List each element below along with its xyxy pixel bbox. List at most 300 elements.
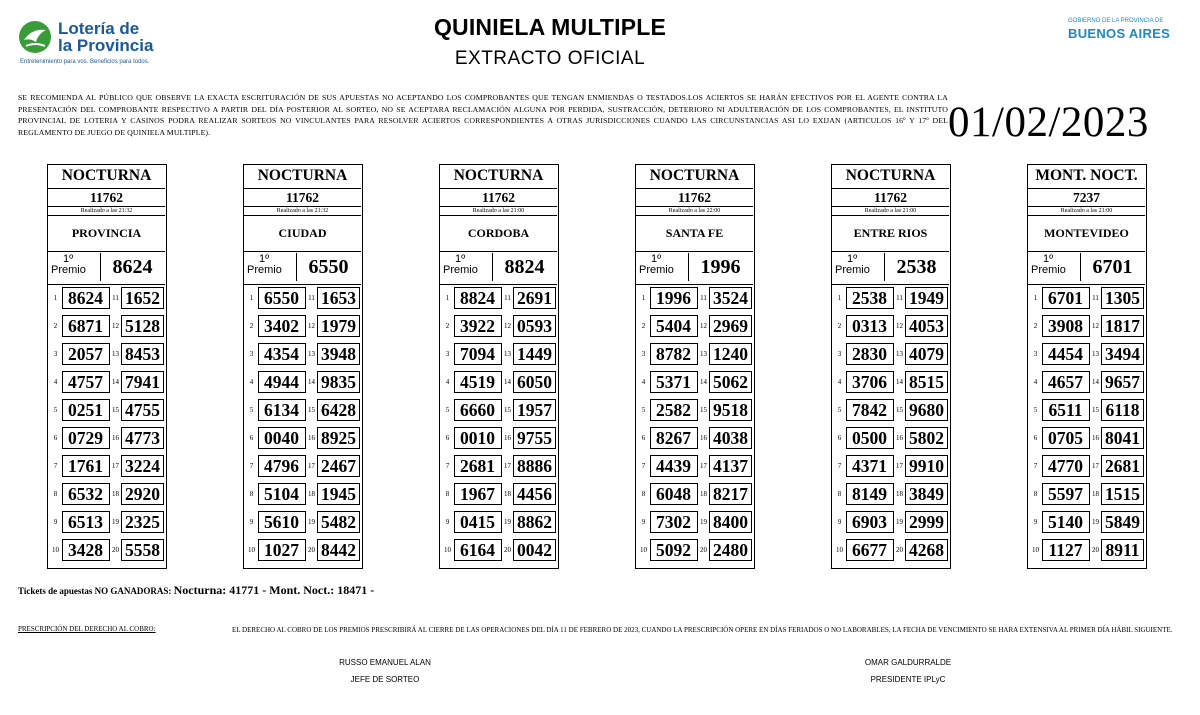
result-row bbox=[1028, 508, 1145, 536]
draw-name: NOCTURNA bbox=[649, 167, 740, 184]
result-position: 2 bbox=[837, 322, 842, 330]
result-number: 6550 bbox=[264, 288, 299, 308]
result-number: 5128 bbox=[125, 316, 160, 336]
result-number: 8824 bbox=[460, 288, 495, 308]
result-row bbox=[1028, 424, 1145, 452]
result-number: 2920 bbox=[125, 484, 160, 504]
draw-time: Realizado a las 21:32 bbox=[244, 206, 361, 216]
result-position: 20 bbox=[1092, 546, 1099, 554]
result-position: 4 bbox=[837, 378, 842, 386]
result-position: 3 bbox=[837, 350, 842, 358]
result-number: 3908 bbox=[1048, 316, 1083, 336]
result-number: 1515 bbox=[1105, 484, 1140, 504]
result-row bbox=[636, 312, 753, 340]
result-number: 4657 bbox=[1048, 372, 1083, 392]
first-prize-word: Premio bbox=[51, 264, 86, 276]
result-row bbox=[244, 312, 361, 340]
prescription-label: PRESCRIPCIÓN DEL DERECHO AL COBRO: bbox=[18, 625, 156, 633]
first-prize-number: 6550 bbox=[296, 253, 360, 281]
result-number: 5849 bbox=[1105, 512, 1140, 532]
result-number: 1652 bbox=[125, 288, 160, 308]
logo-text-line1: Lotería de bbox=[58, 19, 140, 38]
result-position: 11 bbox=[112, 294, 119, 302]
result-number: 2681 bbox=[460, 456, 495, 476]
result-position: 18 bbox=[700, 490, 707, 498]
result-row bbox=[48, 312, 165, 340]
result-row bbox=[48, 396, 165, 424]
result-position: 19 bbox=[700, 518, 707, 526]
signature-name-1: RUSSO EMANUEL ALAN bbox=[339, 658, 431, 667]
result-row bbox=[440, 396, 557, 424]
draw-card-santa-fe bbox=[635, 164, 755, 569]
result-position: 9 bbox=[249, 518, 254, 526]
first-prize-number: 8624 bbox=[100, 253, 164, 281]
result-position: 12 bbox=[896, 322, 903, 330]
result-number: 4755 bbox=[125, 400, 160, 420]
result-number: 9657 bbox=[1105, 372, 1140, 392]
result-number: 6903 bbox=[852, 512, 887, 532]
draw-time: Realizado a las 21:00 bbox=[440, 206, 557, 216]
result-position: 14 bbox=[112, 378, 119, 386]
result-position: 8 bbox=[53, 490, 58, 498]
result-number: 4439 bbox=[656, 456, 691, 476]
result-position: 18 bbox=[308, 490, 315, 498]
result-number: 3948 bbox=[321, 344, 356, 364]
result-row bbox=[48, 452, 165, 480]
draw-number: 7237 bbox=[1028, 188, 1145, 206]
result-number: 0729 bbox=[68, 428, 103, 448]
result-position: 14 bbox=[504, 378, 511, 386]
result-number: 2057 bbox=[68, 344, 103, 364]
result-row bbox=[832, 284, 949, 312]
result-number: 0042 bbox=[517, 540, 552, 560]
result-position: 12 bbox=[112, 322, 119, 330]
first-prize-ordinal: 1º bbox=[847, 253, 858, 265]
result-position: 4 bbox=[249, 378, 254, 386]
result-position: 4 bbox=[1033, 378, 1038, 386]
draw-card-provincia bbox=[47, 164, 167, 569]
result-row bbox=[636, 396, 753, 424]
result-position: 18 bbox=[112, 490, 119, 498]
result-position: 6 bbox=[445, 434, 450, 442]
result-position: 18 bbox=[896, 490, 903, 498]
result-number: 8217 bbox=[713, 484, 748, 504]
result-row bbox=[832, 480, 949, 508]
result-row bbox=[440, 480, 557, 508]
result-position: 1 bbox=[641, 294, 646, 302]
result-position: 11 bbox=[1092, 294, 1099, 302]
draw-date: 01/02/2023 bbox=[948, 99, 1149, 146]
result-row bbox=[832, 536, 949, 564]
first-prize-word: Premio bbox=[247, 264, 282, 276]
result-number: 6513 bbox=[68, 512, 103, 532]
first-prize-ordinal: 1º bbox=[1043, 253, 1054, 265]
result-number: 1957 bbox=[517, 400, 552, 420]
result-row bbox=[636, 368, 753, 396]
result-number: 1817 bbox=[1105, 316, 1140, 336]
first-prize-ordinal: 1º bbox=[651, 253, 662, 265]
result-position: 4 bbox=[53, 378, 58, 386]
result-number: 5140 bbox=[1048, 512, 1083, 532]
result-number: 4944 bbox=[264, 372, 299, 392]
draw-time: Realizado a las 21:00 bbox=[1028, 206, 1145, 216]
result-position: 3 bbox=[641, 350, 646, 358]
result-position: 14 bbox=[896, 378, 903, 386]
result-row bbox=[440, 508, 557, 536]
result-number: 6511 bbox=[1048, 400, 1083, 420]
draw-card-cordoba bbox=[439, 164, 559, 569]
result-row bbox=[1028, 340, 1145, 368]
result-number: 5062 bbox=[713, 372, 748, 392]
first-prize-word: Premio bbox=[443, 264, 478, 276]
result-number: 0040 bbox=[264, 428, 299, 448]
result-row bbox=[48, 340, 165, 368]
page-title: QUINIELA MULTIPLE bbox=[433, 14, 667, 40]
draw-number: 11762 bbox=[636, 188, 753, 206]
result-row bbox=[440, 536, 557, 564]
draw-name: NOCTURNA bbox=[845, 167, 936, 184]
first-prize-box bbox=[636, 251, 753, 285]
result-position: 17 bbox=[1092, 462, 1099, 470]
result-row bbox=[440, 340, 557, 368]
result-number: 0705 bbox=[1048, 428, 1083, 448]
result-position: 7 bbox=[1033, 462, 1038, 470]
result-number: 7302 bbox=[656, 512, 691, 532]
result-number: 2691 bbox=[517, 288, 552, 308]
result-number: 6164 bbox=[460, 540, 495, 560]
result-row bbox=[636, 452, 753, 480]
result-number: 8267 bbox=[656, 428, 691, 448]
first-prize-number: 8824 bbox=[492, 253, 556, 281]
result-position: 3 bbox=[445, 350, 450, 358]
result-position: 19 bbox=[896, 518, 903, 526]
result-number: 3402 bbox=[264, 316, 299, 336]
result-position: 15 bbox=[308, 406, 315, 414]
result-number: 3706 bbox=[852, 372, 887, 392]
result-number: 6118 bbox=[1105, 400, 1140, 420]
result-number: 8925 bbox=[321, 428, 356, 448]
non-winning-tickets bbox=[18, 583, 374, 598]
result-position: 7 bbox=[249, 462, 254, 470]
result-position: 14 bbox=[1092, 378, 1099, 386]
result-position: 7 bbox=[445, 462, 450, 470]
signature-role-1: JEFE DE SORTEO bbox=[350, 675, 420, 684]
result-position: 5 bbox=[249, 406, 254, 414]
result-position: 17 bbox=[700, 462, 707, 470]
jurisdiction-name: PROVINCIA bbox=[48, 215, 165, 251]
result-number: 4354 bbox=[264, 344, 299, 364]
result-position: 1 bbox=[53, 294, 58, 302]
result-position: 4 bbox=[445, 378, 450, 386]
result-number: 6532 bbox=[68, 484, 103, 504]
result-position: 7 bbox=[837, 462, 842, 470]
first-prize-label bbox=[639, 254, 685, 276]
result-position: 13 bbox=[1092, 350, 1099, 358]
result-row bbox=[1028, 396, 1145, 424]
result-position: 5 bbox=[1033, 406, 1038, 414]
result-position: 10 bbox=[1032, 546, 1039, 554]
result-number: 8624 bbox=[68, 288, 103, 308]
tickets-label: Tickets de apuestas NO GANADORAS: bbox=[18, 586, 172, 596]
result-row bbox=[1028, 312, 1145, 340]
page-subtitle: EXTRACTO OFICIAL bbox=[454, 48, 646, 69]
signature-name-2: OMAR GALDURRALDE bbox=[864, 658, 952, 667]
result-position: 17 bbox=[504, 462, 511, 470]
draw-number: 11762 bbox=[244, 188, 361, 206]
result-position: 2 bbox=[53, 322, 58, 330]
result-row bbox=[244, 340, 361, 368]
draw-time: Realizado a las 21:00 bbox=[832, 206, 949, 216]
result-position: 8 bbox=[249, 490, 254, 498]
first-prize-label bbox=[835, 254, 881, 276]
first-prize-label bbox=[247, 254, 293, 276]
result-number: 1653 bbox=[321, 288, 356, 308]
result-number: 2325 bbox=[125, 512, 160, 532]
result-row bbox=[832, 368, 949, 396]
result-position: 2 bbox=[641, 322, 646, 330]
result-number: 2999 bbox=[909, 512, 944, 532]
first-prize-word: Premio bbox=[835, 264, 870, 276]
result-row bbox=[244, 452, 361, 480]
result-number: 1127 bbox=[1048, 540, 1083, 560]
result-row bbox=[636, 340, 753, 368]
gov-logo-line1: GOBIERNO DE LA PROVINCIA DE bbox=[1068, 18, 1164, 24]
result-number: 8453 bbox=[125, 344, 160, 364]
result-position: 11 bbox=[308, 294, 315, 302]
result-number: 9835 bbox=[321, 372, 356, 392]
result-number: 1027 bbox=[264, 540, 299, 560]
result-position: 13 bbox=[896, 350, 903, 358]
result-number: 8782 bbox=[656, 344, 691, 364]
result-number: 4773 bbox=[125, 428, 160, 448]
result-position: 19 bbox=[112, 518, 119, 526]
first-prize-box bbox=[244, 251, 361, 285]
result-position: 2 bbox=[1033, 322, 1038, 330]
result-position: 19 bbox=[1092, 518, 1099, 526]
result-number: 0010 bbox=[460, 428, 495, 448]
prescription-text: EL DERECHO AL COBRO DE LOS PREMIOS PRESCRIBIRÁ AL CIERRE DE LAS OPERACIONES DEL DÍA 11 DE FEBRERO DE 2023, CUANDO LA PRESCRIPCIÓN OPERE EN DÍAS FERIADOS O NO LABORABLES, LA FECHA DE VENCIMIENTO SE HARA EXTENSIVA AL PRIMER DÍA HÁBIL SIGUIENTE. bbox=[232, 626, 1173, 634]
result-number: 6428 bbox=[321, 400, 356, 420]
result-position: 5 bbox=[837, 406, 842, 414]
result-number: 0313 bbox=[852, 316, 887, 336]
first-prize-box bbox=[1028, 251, 1145, 285]
result-number: 4268 bbox=[909, 540, 944, 560]
result-position: 20 bbox=[112, 546, 119, 554]
jurisdiction-name: SANTA FE bbox=[636, 215, 753, 251]
legal-notice: SE RECOMIENDA AL PÚBLICO QUE OBSERVE LA EXACTA ESCRITURACIÓN DE SUS APUESTAS NO ACEPTANDO LOS COMPROBANTES QUE TENGAN ENMIENDAS O TESTADOS.LOS ACIERTOS SE HARÁN EFECTIVOS POR EL AGENTE CONTRA LA PRESENTACIÓN DEL COMPROBANTE RESPECTIVO A PARTIR DEL DÍA POSTERIOR AL SORTEO, NO SE ACEPTARA RECLAMACIÓN ALGUNA POR PERDIDA, SUSTRACCIÓN, DETERIORO NI ADULTERACIÓN DE LOS COMPROBANTES, EL INSTITUTO PROVINCIAL DE LOTERIA Y CASINOS PODRA REALIZAR SORTEOS NO VINCULANTES PARA RESOLVER ACIERTOS CORRESPONDIENTES A OTRAS JURISDICCIONES CUANDO LAS CIRCUNSTANCIAS ASI LO EXIJAN (ARTICULOS 16º Y 17º DEL REGLAMENTO DE JUEGO DE QUINIELA MULTIPLE). bbox=[18, 93, 948, 137]
draw-number: 11762 bbox=[832, 188, 949, 206]
result-number: 2681 bbox=[1105, 456, 1140, 476]
first-prize-ordinal: 1º bbox=[259, 253, 270, 265]
result-position: 4 bbox=[641, 378, 646, 386]
draw-name: MONT. NOCT. bbox=[1035, 167, 1138, 184]
result-number: 5610 bbox=[264, 512, 299, 532]
result-position: 6 bbox=[1033, 434, 1038, 442]
result-position: 13 bbox=[504, 350, 511, 358]
result-number: 0251 bbox=[68, 400, 103, 420]
result-number: 4053 bbox=[909, 316, 944, 336]
result-number: 6701 bbox=[1048, 288, 1083, 308]
result-number: 9518 bbox=[713, 400, 748, 420]
result-number: 2538 bbox=[852, 288, 887, 308]
result-number: 3224 bbox=[125, 456, 160, 476]
result-row bbox=[440, 312, 557, 340]
result-row bbox=[48, 368, 165, 396]
result-number: 1305 bbox=[1105, 288, 1140, 308]
result-row bbox=[832, 424, 949, 452]
result-position: 3 bbox=[1033, 350, 1038, 358]
first-prize-word: Premio bbox=[1031, 264, 1066, 276]
result-position: 10 bbox=[640, 546, 647, 554]
result-number: 5597 bbox=[1048, 484, 1083, 504]
result-number: 5404 bbox=[656, 316, 691, 336]
result-position: 20 bbox=[504, 546, 511, 554]
result-row bbox=[1028, 536, 1145, 564]
result-number: 7941 bbox=[125, 372, 160, 392]
result-number: 1449 bbox=[517, 344, 552, 364]
result-position: 15 bbox=[504, 406, 511, 414]
result-position: 9 bbox=[1033, 518, 1038, 526]
result-row bbox=[48, 480, 165, 508]
result-number: 0593 bbox=[517, 316, 552, 336]
result-number: 6660 bbox=[460, 400, 495, 420]
result-number: 5802 bbox=[909, 428, 944, 448]
result-number: 5482 bbox=[321, 512, 356, 532]
result-number: 3922 bbox=[460, 316, 495, 336]
result-position: 8 bbox=[445, 490, 450, 498]
result-number: 6134 bbox=[264, 400, 299, 420]
result-number: 3849 bbox=[909, 484, 944, 504]
result-number: 1761 bbox=[68, 456, 103, 476]
result-position: 12 bbox=[504, 322, 511, 330]
result-number: 1967 bbox=[460, 484, 495, 504]
result-position: 20 bbox=[308, 546, 315, 554]
first-prize-label bbox=[1031, 254, 1077, 276]
result-row bbox=[244, 368, 361, 396]
result-position: 17 bbox=[112, 462, 119, 470]
result-position: 12 bbox=[308, 322, 315, 330]
result-position: 1 bbox=[249, 294, 254, 302]
first-prize-ordinal: 1º bbox=[63, 253, 74, 265]
result-number: 8515 bbox=[909, 372, 944, 392]
result-number: 4371 bbox=[852, 456, 887, 476]
result-row bbox=[636, 536, 753, 564]
result-position: 11 bbox=[700, 294, 707, 302]
draw-card-montevideo bbox=[1027, 164, 1147, 569]
jurisdiction-name: MONTEVIDEO bbox=[1028, 215, 1145, 251]
result-position: 7 bbox=[641, 462, 646, 470]
result-position: 1 bbox=[1033, 294, 1038, 302]
result-position: 2 bbox=[249, 322, 254, 330]
result-row bbox=[636, 284, 753, 312]
result-position: 5 bbox=[53, 406, 58, 414]
result-position: 6 bbox=[837, 434, 842, 442]
result-position: 18 bbox=[1092, 490, 1099, 498]
result-row bbox=[440, 368, 557, 396]
result-row bbox=[244, 424, 361, 452]
result-row bbox=[636, 508, 753, 536]
first-prize-box bbox=[832, 251, 949, 285]
result-row bbox=[440, 452, 557, 480]
result-number: 1240 bbox=[713, 344, 748, 364]
result-row bbox=[244, 480, 361, 508]
first-prize-label bbox=[51, 254, 97, 276]
result-number: 3428 bbox=[68, 540, 103, 560]
result-position: 6 bbox=[53, 434, 58, 442]
result-number: 3494 bbox=[1105, 344, 1140, 364]
result-position: 16 bbox=[896, 434, 903, 442]
bird-logo-icon bbox=[18, 20, 52, 54]
result-position: 10 bbox=[52, 546, 59, 554]
result-position: 16 bbox=[700, 434, 707, 442]
result-number: 4757 bbox=[68, 372, 103, 392]
result-position: 20 bbox=[896, 546, 903, 554]
result-position: 15 bbox=[1092, 406, 1099, 414]
result-position: 18 bbox=[504, 490, 511, 498]
draw-number: 11762 bbox=[48, 188, 165, 206]
buenos-aires-logo bbox=[1060, 16, 1190, 46]
result-number: 4519 bbox=[460, 372, 495, 392]
gov-logo-line2: BUENOS AIRES bbox=[1068, 26, 1171, 41]
result-row bbox=[244, 508, 361, 536]
result-number: 9910 bbox=[909, 456, 944, 476]
result-number: 8886 bbox=[517, 456, 552, 476]
jurisdiction-name: ENTRE RIOS bbox=[832, 215, 949, 251]
result-position: 17 bbox=[896, 462, 903, 470]
result-row bbox=[832, 340, 949, 368]
result-position: 16 bbox=[1092, 434, 1099, 442]
result-number: 1945 bbox=[321, 484, 356, 504]
result-number: 8442 bbox=[321, 540, 356, 560]
result-number: 6048 bbox=[656, 484, 691, 504]
result-number: 6050 bbox=[517, 372, 552, 392]
result-position: 14 bbox=[308, 378, 315, 386]
result-row bbox=[48, 508, 165, 536]
draw-card-ciudad bbox=[243, 164, 363, 569]
first-prize-box bbox=[48, 251, 165, 285]
loteria-logo bbox=[18, 18, 168, 68]
result-position: 10 bbox=[836, 546, 843, 554]
result-position: 15 bbox=[896, 406, 903, 414]
result-position: 8 bbox=[641, 490, 646, 498]
result-row bbox=[636, 424, 753, 452]
result-position: 2 bbox=[445, 322, 450, 330]
logo-tagline: Entretenimiento para vos. Beneficios para todos. bbox=[20, 59, 150, 65]
result-row bbox=[48, 424, 165, 452]
jurisdiction-name: CORDOBA bbox=[440, 215, 557, 251]
result-position: 1 bbox=[837, 294, 842, 302]
result-position: 17 bbox=[308, 462, 315, 470]
result-number: 4038 bbox=[713, 428, 748, 448]
result-row bbox=[832, 396, 949, 424]
result-row bbox=[832, 312, 949, 340]
result-position: 7 bbox=[53, 462, 58, 470]
result-number: 8400 bbox=[713, 512, 748, 532]
result-row bbox=[832, 508, 949, 536]
result-position: 12 bbox=[700, 322, 707, 330]
result-position: 11 bbox=[504, 294, 511, 302]
result-row bbox=[1028, 284, 1145, 312]
result-number: 8862 bbox=[517, 512, 552, 532]
result-position: 3 bbox=[53, 350, 58, 358]
result-number: 4770 bbox=[1048, 456, 1083, 476]
logo-text-line2: la Provincia bbox=[58, 36, 154, 55]
result-position: 19 bbox=[308, 518, 315, 526]
first-prize-number: 2538 bbox=[884, 253, 948, 281]
result-position: 9 bbox=[837, 518, 842, 526]
result-position: 15 bbox=[700, 406, 707, 414]
result-number: 4454 bbox=[1048, 344, 1083, 364]
